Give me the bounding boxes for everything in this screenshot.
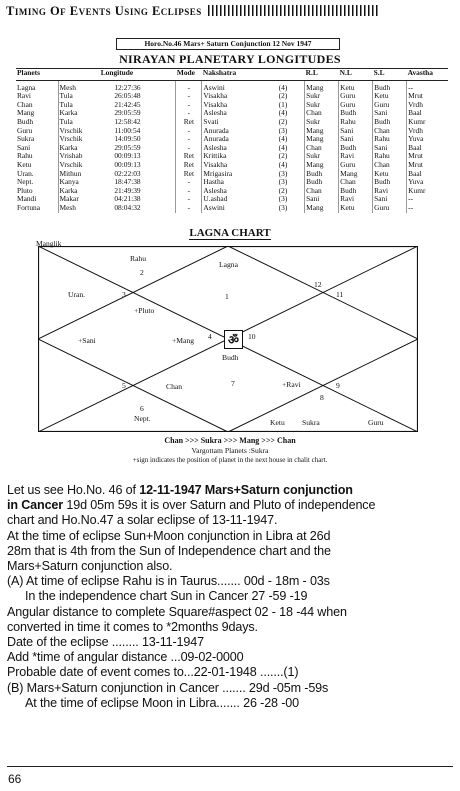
table-cell: (4)	[278, 142, 288, 152]
table-cell: Mesh	[58, 80, 113, 92]
table-cell: -	[176, 187, 202, 196]
table-cell: Mang	[305, 204, 339, 213]
table-cell: -	[176, 92, 202, 101]
table-cell: 00:09:13	[114, 151, 141, 161]
house-number-7: 7	[231, 379, 235, 388]
col-mode: Mode	[176, 69, 202, 81]
table-cell: Guru	[339, 101, 373, 110]
house-number-4: 4	[208, 332, 212, 341]
house-number-2: 2	[140, 268, 144, 277]
table-cell: Ketu	[339, 204, 373, 213]
body-line: Date of the eclipse ........ 13-11-1947	[7, 635, 204, 650]
table-cell: Sani	[339, 135, 373, 144]
table-cell: Yuva	[407, 135, 448, 144]
table-cell: Krittika	[202, 152, 278, 161]
table-cell: 04:21:38	[114, 194, 141, 204]
table-cell: -	[176, 204, 202, 213]
house-number-1: 1	[225, 292, 229, 301]
table-cell: Kumr	[407, 118, 448, 127]
header-rule-decoration	[208, 5, 378, 16]
table-cell: Tula	[58, 92, 113, 101]
table-cell: Visakha	[202, 101, 278, 110]
table-cell: 08:04:32	[114, 202, 141, 212]
table-cell: Vrdh	[407, 127, 448, 136]
chart-caption-note: +sign indicates the position of planet in the next house in chalit chart.	[132, 456, 328, 464]
table-cell: Budh	[339, 187, 373, 196]
table-cell: Budh	[17, 116, 34, 126]
col-nl: N.L	[339, 69, 373, 81]
om-symbol: ॐ	[224, 330, 243, 349]
table-cell: Baal	[407, 109, 448, 118]
house-number-6: 6	[140, 404, 144, 413]
planet-mang: +Mang	[172, 336, 194, 345]
table-cell: Chan	[305, 187, 339, 196]
table-cell: Sukr	[305, 92, 339, 101]
table-cell: Guru	[339, 92, 373, 101]
planet-guru: Guru	[368, 418, 384, 427]
table-cell: Makar	[58, 195, 113, 204]
table-cell: Ketu	[373, 92, 407, 101]
table-cell: Svati	[202, 118, 278, 127]
table-cell: U.ashad	[202, 195, 278, 204]
body-line: 28m that is 4th from the Sun of Independence chart and the	[7, 543, 331, 558]
body-line: chart and Ho.No.47 a solar eclipse of 13-11-1947.	[7, 513, 278, 528]
table-cell: Chan	[339, 178, 373, 187]
planet-budh: Budh	[222, 353, 239, 362]
table-cell: -	[176, 135, 202, 144]
body-text	[7, 483, 455, 711]
table-cell: (3)	[278, 177, 288, 187]
planet-sukra: Sukra	[302, 418, 320, 427]
table-cell: Budh	[373, 178, 407, 187]
table-cell: Vrschik	[58, 135, 113, 144]
table-cell: (2)	[278, 116, 288, 126]
table-cell: Lagna	[17, 82, 36, 92]
table-cell: Ketu	[373, 170, 407, 179]
table-cell: Tula	[58, 101, 113, 110]
house-number-12: 12	[314, 280, 322, 289]
table-cell: Nept.	[17, 177, 34, 187]
planet-chan: Chan	[166, 382, 183, 391]
body-line: Angular distance to complete Square#aspect 02 - 18 -44 when	[7, 604, 347, 619]
table-cell: (3)	[278, 194, 288, 204]
body-line: At the time of eclipse Sun+Moon conjunction in Libra at 26d	[7, 528, 331, 543]
table-cell: Guru	[17, 125, 33, 135]
table-cell: (4)	[278, 159, 288, 169]
col-sl: S.L	[373, 69, 407, 81]
table-cell: Uran.	[17, 168, 34, 178]
chart-caption-vargottam: Vargottam Planets :Sukra	[191, 446, 269, 455]
table-cell: Kumr	[407, 187, 448, 196]
table-cell: Mang	[339, 170, 373, 179]
table-cell: Baal	[407, 144, 448, 153]
table-cell: (4)	[278, 108, 288, 118]
table-cell: Vrdh	[407, 101, 448, 110]
table-title: NIRAYAN PLANETARY LONGITUDES	[119, 52, 341, 66]
table-cell: Karka	[58, 144, 113, 153]
body-line: Mars+Saturn conjunction also.	[7, 559, 173, 574]
table-cell: Rahu	[373, 135, 407, 144]
table-cell: (3)	[278, 168, 288, 178]
page-number: 66	[8, 772, 22, 786]
planet-pluto: +Pluto	[134, 306, 155, 315]
table-cell: Aswini	[202, 80, 278, 92]
table-cell: Fortuna	[17, 202, 40, 212]
table-cell: Ketu	[339, 80, 373, 92]
table-cell: Ravi	[339, 195, 373, 204]
table-cell: Mrigasira	[202, 170, 278, 179]
body-line: Let us see Ho.No. 46 of 12-11-1947 Mars+Saturn conjunction	[7, 483, 353, 497]
table-cell: Budh	[305, 178, 339, 187]
table-cell: Aslesha	[202, 187, 278, 196]
table-cell: Chan	[305, 109, 339, 118]
header-title: Timing Of Events Using Eclipses	[6, 4, 202, 18]
lagna-chart-title: LAGNA CHART	[189, 227, 271, 239]
table-cell: (3)	[278, 125, 288, 135]
planet-uran: Uran.	[68, 290, 86, 299]
table-cell: Budh	[373, 118, 407, 127]
table-cell: Ravi	[373, 187, 407, 196]
table-cell: -	[176, 127, 202, 136]
planet-ravi: +Ravi	[282, 380, 301, 389]
table-cell: Anurada	[202, 135, 278, 144]
table-cell: Vrschik	[58, 127, 113, 136]
manglik-label: Manglik	[36, 239, 62, 248]
table-cell: 11:00:54	[114, 125, 141, 135]
table-cell: (2)	[278, 151, 288, 161]
table-cell: (2)	[278, 91, 288, 101]
table-cell: Hastha	[202, 178, 278, 187]
body-line: At the time of eclipse Moon in Libra....... 26 -28 -00	[25, 695, 300, 710]
table-cell: -	[176, 144, 202, 153]
table-cell: Mrut	[407, 161, 448, 170]
table-cell: -	[176, 101, 202, 110]
table-cell: Kanya	[58, 178, 113, 187]
table-cell: 29:05:59	[114, 108, 141, 118]
col-nakshatra: Nakshatra	[202, 69, 305, 81]
table-cell: -	[176, 109, 202, 118]
table-cell: Visakha	[202, 161, 278, 170]
table-cell: 21:42:45	[114, 99, 141, 109]
running-header	[6, 4, 454, 22]
table-cell: 18:47:38	[114, 177, 141, 187]
table-row	[16, 204, 448, 213]
table-cell: Sani	[339, 127, 373, 136]
house-number-11: 11	[336, 290, 344, 299]
house-number-8: 8	[320, 393, 324, 402]
planet-ketu: Ketu	[270, 418, 285, 427]
table-cell: Mrut	[407, 152, 448, 161]
table-cell: Rahu	[17, 151, 33, 161]
table-cell: 29:05:59	[114, 142, 141, 152]
house-number-5: 5	[122, 381, 126, 390]
table-cell: Mithun	[58, 170, 113, 179]
table-cell: Chan	[373, 161, 407, 170]
table-cell: Mang	[305, 135, 339, 144]
planetary-longitudes-table	[16, 68, 448, 213]
house-number-3: 3	[122, 290, 126, 299]
lagna-chart	[38, 246, 418, 432]
table-cell: Mrut	[407, 92, 448, 101]
body-line: Probable date of event comes to...22-01-1948 .......(1)	[7, 665, 299, 680]
table-cell: Tula	[58, 118, 113, 127]
planet-rahu: Rahu	[130, 254, 147, 263]
body-line: (A) At time of eclipse Rahu is in Taurus....... 00d - 18m - 03s	[7, 574, 330, 589]
table-cell: Rahu	[373, 152, 407, 161]
table-cell: Karka	[58, 109, 113, 118]
body-line: in Cancer 19d 05m 59s it is over Saturn and Pluto of independence	[7, 498, 376, 513]
table-cell: -	[176, 195, 202, 204]
body-line: Add *time of angular distance ...09-02-0000	[7, 650, 244, 665]
table-cell: Chan	[17, 99, 33, 109]
table-cell: Mesh	[58, 204, 113, 213]
table-cell: Ret	[176, 152, 202, 161]
planet-nept: Nept.	[134, 414, 151, 423]
table-cell: -	[176, 80, 202, 92]
chart-caption-cycle: Chan >>> Sukra >>> Mang >>> Chan	[164, 436, 296, 445]
table-cell: Sani	[373, 144, 407, 153]
table-cell: 12:58:42	[114, 116, 141, 126]
table-cell: Visakha	[202, 92, 278, 101]
table-cell: Aswini	[202, 204, 278, 213]
table-cell: Guru	[339, 161, 373, 170]
table-cell: Budh	[339, 144, 373, 153]
table-cell: 12:27:36	[114, 82, 141, 92]
table-cell: Yuva	[407, 178, 448, 187]
table-cell: -	[176, 178, 202, 187]
table-cell: Budh	[373, 80, 407, 92]
table-cell: Aslesha	[202, 109, 278, 118]
table-cell: Sani	[373, 195, 407, 204]
table-cell: Guru	[373, 101, 407, 110]
table-cell: 02:22:03	[114, 168, 141, 178]
table-cell: (2)	[278, 185, 288, 195]
table-cell: Baal	[407, 170, 448, 179]
body-line: converted in time it comes to *2months 9days.	[7, 619, 258, 634]
table-cell: Pluto	[17, 185, 33, 195]
table-cell: --	[407, 195, 448, 204]
table-cell: Rahu	[339, 118, 373, 127]
table-cell: 14:09:50	[114, 134, 141, 144]
table-cell: --	[407, 204, 448, 213]
table-cell: Ketu	[17, 159, 32, 169]
planet-sani: +Sani	[78, 336, 96, 345]
house-number-9: 9	[336, 381, 340, 390]
table-cell: Sukr	[305, 101, 339, 110]
table-cell: Budh	[339, 109, 373, 118]
table-cell: (3)	[278, 202, 288, 212]
table-cell: Sukra	[17, 134, 35, 144]
table-cell: Ret	[176, 170, 202, 179]
table-cell: Sani	[305, 195, 339, 204]
table-cell: (4)	[278, 82, 288, 92]
table-cell: 21:49:39	[114, 185, 141, 195]
table-cell: Ret	[176, 118, 202, 127]
table-cell: Mang	[17, 108, 35, 118]
table-cell: (1)	[278, 99, 288, 109]
col-planets: Planets	[16, 69, 58, 81]
col-longitude: Longitude	[58, 69, 176, 81]
footer-rule	[7, 766, 453, 767]
table-cell: Mang	[305, 80, 339, 92]
table-cell: Mang	[305, 127, 339, 136]
table-cell: (4)	[278, 134, 288, 144]
planet-lagna: Lagna	[219, 260, 238, 269]
table-cell: Sukr	[305, 152, 339, 161]
table-cell: Sani	[17, 142, 31, 152]
table-cell: Sani	[373, 109, 407, 118]
table-cell: Vrishab	[58, 152, 113, 161]
table-cell: 26:05:48	[114, 91, 141, 101]
table-cell: Karka	[58, 187, 113, 196]
table-cell: Ravi	[17, 91, 31, 101]
table-cell: --	[407, 80, 448, 92]
table-cell: Anurada	[202, 127, 278, 136]
col-rl: R.L	[305, 69, 339, 81]
table-header-row	[16, 69, 448, 81]
table-cell: Sukr	[305, 118, 339, 127]
body-line: In the independence chart Sun in Cancer 27 -59 -19	[25, 589, 308, 604]
house-number-10: 10	[248, 332, 256, 341]
table-cell: 00:09:13	[114, 159, 141, 169]
table-cell: Mang	[305, 161, 339, 170]
table-body	[16, 80, 448, 212]
body-line: (B) Mars+Saturn conjunction in Cancer ....... 29d -05m -59s	[7, 680, 329, 695]
table-cell: Vrschik	[58, 161, 113, 170]
table-cell: Guru	[373, 204, 407, 213]
table-cell: Aslesha	[202, 144, 278, 153]
col-avastha: Avastha	[407, 69, 448, 81]
table-cell: Ret	[176, 161, 202, 170]
table-cell: Chan	[305, 144, 339, 153]
table-cell: Ravi	[339, 152, 373, 161]
table-cell: Mandi	[17, 194, 37, 204]
table-cell: Chan	[373, 127, 407, 136]
horo-label: Horo.No.46 Mars+ Saturn Conjunction 12 Nov 1947	[116, 38, 340, 50]
table-cell: Budh	[305, 170, 339, 179]
